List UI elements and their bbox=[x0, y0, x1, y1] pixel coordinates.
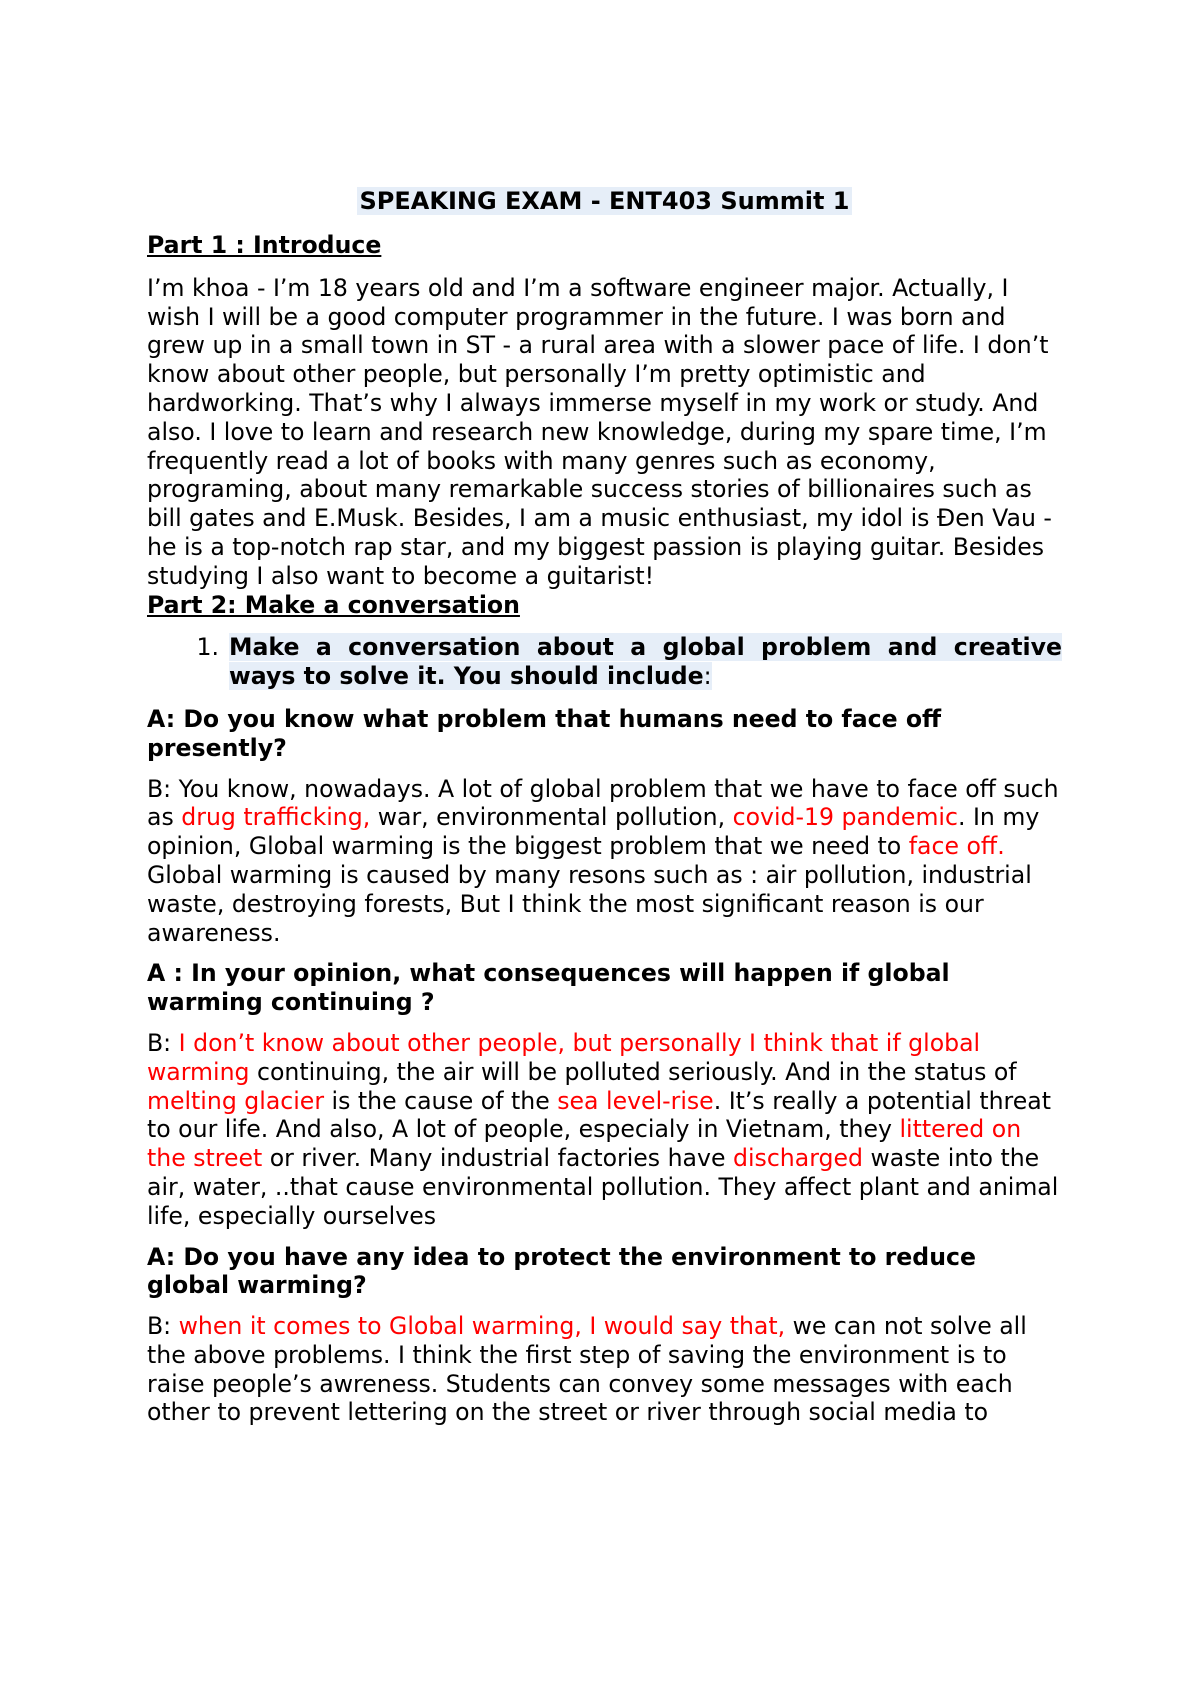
answer-2-text: or river. Many industrial factories have bbox=[262, 1144, 733, 1173]
answer-2-emphasis: sea level-rise bbox=[557, 1086, 714, 1115]
answer-2-emphasis: melting glacier bbox=[147, 1086, 325, 1115]
task-prompt bbox=[229, 633, 1062, 691]
answer-1-block bbox=[147, 775, 1062, 948]
answer-3-text: B: bbox=[147, 1312, 179, 1341]
part2-heading: Part 2: Make a conversation bbox=[147, 590, 520, 619]
answer-2-emphasis: discharged bbox=[733, 1144, 863, 1173]
answer-2-text: continuing, the air will be polluted seriously. And in the status of bbox=[249, 1057, 1017, 1086]
document-body bbox=[147, 187, 1062, 1439]
part1-heading: Part 1 : Introduce bbox=[147, 231, 382, 259]
list-number: 1. bbox=[196, 633, 219, 662]
document-title: SPEAKING EXAM - ENT403 Summit 1 bbox=[357, 187, 853, 215]
answer-1-emphasis: face off. bbox=[908, 832, 1005, 861]
answer-1 bbox=[147, 775, 1062, 948]
answer-2-emphasis: I don’t know about other people, but personally I think that if global warming bbox=[147, 1028, 981, 1086]
answer-3-block bbox=[147, 1312, 1062, 1427]
answer-2-block bbox=[147, 1029, 1062, 1231]
title-row bbox=[147, 187, 1062, 217]
answer-1-text: B: You know, nowadays. A lot of global problem that we have to face off such as bbox=[147, 774, 1059, 832]
numbered-list-item bbox=[147, 633, 1062, 691]
question-3-block bbox=[147, 1243, 1062, 1301]
answer-2-text: waste into the air, water, ..that cause environmental pollution. They affect plant and animal life, especially ourselves bbox=[147, 1144, 1059, 1230]
question-2-block bbox=[147, 959, 1062, 1017]
task-prompt-colon: : bbox=[703, 662, 712, 691]
answer-2-text: . It’s really a potential threat to our life. And also, A lot of people, especialy in Vietnam, they bbox=[147, 1086, 1051, 1144]
answer-1-text: Global warming is caused by many resons such as : air pollution, industrial waste, destroying forests, But I think the most significant reason is our awareness. bbox=[147, 860, 1032, 947]
answer-1-text: war, environmental pollution, bbox=[370, 803, 733, 832]
answer-1-emphasis: covid-19 pandemic bbox=[732, 803, 958, 832]
answer-1-text: . In my opinion, Global warming is the biggest problem that we need to bbox=[147, 803, 1040, 861]
answer-3 bbox=[147, 1312, 1062, 1427]
answer-2-text: is the cause of the bbox=[324, 1086, 558, 1115]
question-1: A: Do you know what problem that humans need to face off presently? bbox=[147, 704, 942, 762]
task-prompt-text: Make a conversation about a global problem and creative ways to solve it. You should include bbox=[229, 633, 1062, 691]
part1-introduction: I’m khoa - I’m 18 years old and I’m a software engineer major. Actually, I wish I will be a good computer programmer in the future. I was born and grew up in a small town in ST - a rural area with a slower pace of life. I don’t know about other people, but personally I’m pretty optimistic and hardworking. That’s why I always immerse myself in my work or study. And also. I love to learn and research new knowledge, during my spare time, I’m frequently read a lot of books with many genres such as economy, programing, about many remarkable success stories of billionaires such as bill gates and E.Musk. Besides, I am a music enthusiast, my idol is Đen Vau - he is a top-notch rap star, and my biggest passion is playing guitar. Besides studying I also want to become a guitarist! bbox=[147, 273, 1052, 590]
question-3: A: Do you have any idea to protect the environment to reduce global warming? bbox=[147, 1242, 976, 1300]
answer-1-emphasis: drug trafficking, bbox=[181, 803, 371, 832]
question-1-block bbox=[147, 705, 1062, 763]
answer-2 bbox=[147, 1029, 1062, 1231]
answer-3-text: we can not solve all the above problems. I think the first step of saving the environment is to raise people’s awreness. Students can convey some messages with each other to prevent lettering on the street or river through social media to bbox=[147, 1312, 1027, 1427]
question-2: A : In your opinion, what consequences will happen if global warming continuing ? bbox=[147, 959, 950, 1017]
answer-3-emphasis: when it comes to Global warming, I would say that, bbox=[178, 1312, 786, 1341]
answer-2-text: B: bbox=[147, 1028, 179, 1057]
answer-2-emphasis: littered on the street bbox=[147, 1115, 1022, 1173]
